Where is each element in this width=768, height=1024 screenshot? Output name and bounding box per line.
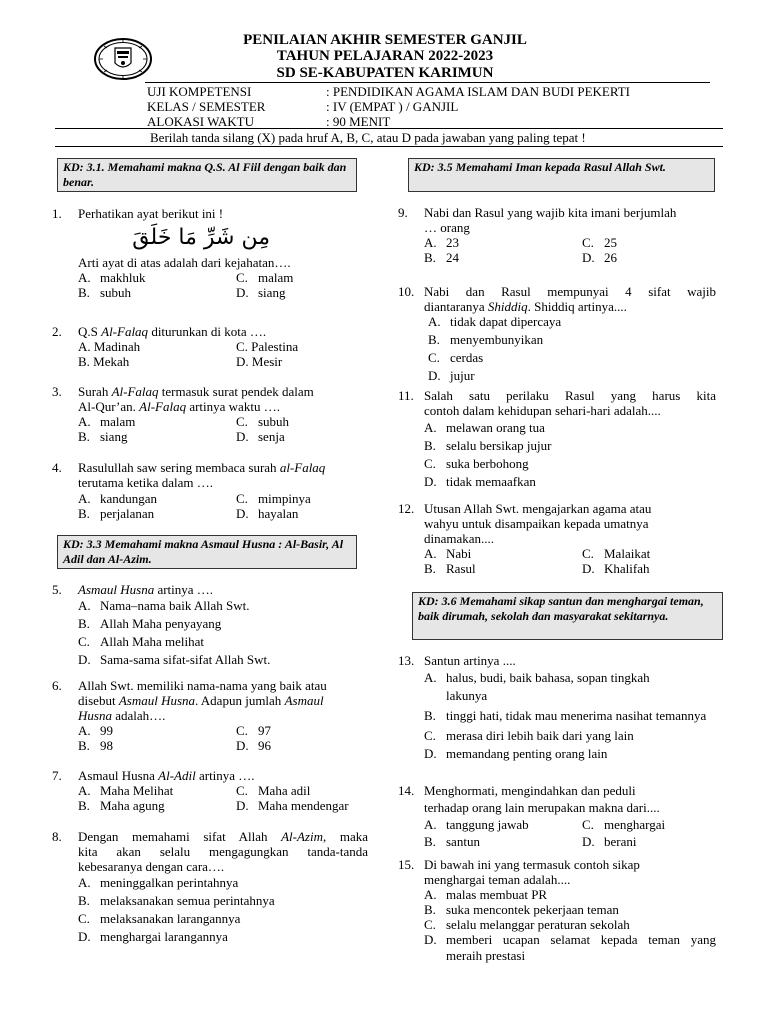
option-a[interactable]: A. kandungan	[78, 491, 158, 506]
kd-3-1-box: KD: 3.1. Memahami makna Q.S. Al Fiil dengan baik dan benar.	[57, 158, 357, 192]
option-c[interactable]: C. subuh	[236, 414, 290, 429]
kd-3-3-box: KD: 3.3 Memahami makna Asmaul Husna : Al-Basir, Al Adil dan Al-Azim.	[57, 535, 357, 569]
option-d[interactable]: D. hayalan	[236, 506, 299, 521]
option-c[interactable]: C. cerdas	[428, 350, 484, 365]
question-number: 10.	[398, 284, 415, 299]
question-number: 15.	[398, 857, 415, 872]
title-line-1: PENILAIAN AKHIR SEMESTER GANJIL	[243, 32, 527, 48]
question-9: 9. Nabi dan Rasul yang wajib kita imani berjumlah … orang A. 23 C. 25 B. 24 D. 26	[398, 205, 716, 265]
header-rule-mid	[55, 128, 723, 129]
info-label-time: ALOKASI WAKTU	[147, 114, 255, 129]
question-text: Arti ayat di atas adalah dari kejahatan….	[78, 255, 291, 270]
question-1	[52, 206, 372, 300]
question-number: 7.	[52, 768, 62, 783]
option-a[interactable]: A. Madinah	[78, 339, 141, 354]
question-8: 8. Dengan memahami sifat Allah Al-Azim, maka kita akan selalu mengagungkan tanda-tanda kebesaranya dengan cara…. A. meninggalkan perintahnya B. melaksanakan semua perintahnya C. melaksanakan larangannya D. menghargai larangannya	[52, 829, 368, 944]
option-b[interactable]: B. Allah Maha penyayang	[78, 616, 222, 631]
option-d[interactable]: D. senja	[236, 429, 285, 444]
question-number: 2.	[52, 324, 62, 339]
option-d[interactable]: D. Maha mendengar	[236, 798, 349, 813]
option-b[interactable]: B. perjalanan	[78, 506, 155, 521]
question-number: 6.	[52, 678, 62, 693]
option-b[interactable]: B. tinggi hati, tidak mau menerima nasihat temannya	[424, 708, 707, 723]
question-3: 3. Surah Al-Falaq termasuk surat pendek dalam Al-Qur’an. Al-Falaq artinya waktu …. A. malam C. subuh B. siang D. senja	[52, 384, 372, 444]
option-d[interactable]: D. 26	[582, 250, 617, 265]
option-d[interactable]: D. 96	[236, 738, 271, 753]
option-d[interactable]: D. memandang penting orang lain	[424, 746, 608, 761]
question-number: 9.	[398, 205, 408, 220]
option-a[interactable]: A. meninggalkan perintahnya	[78, 875, 239, 890]
option-b[interactable]: B. selalu bersikap jujur	[424, 438, 552, 453]
option-c[interactable]: C. 97	[236, 723, 271, 738]
question-6: 6. Allah Swt. memiliki nama-nama yang baik atau disebut Asmaul Husna. Adapun jumlah Asmaul Husna adalah…. A. 99 C. 97 B. 98 D. 96	[52, 678, 372, 753]
header-rule-bottom	[55, 146, 723, 147]
option-a[interactable]: A. Maha Melihat	[78, 783, 174, 798]
question-11: 11. Salah satu perilaku Rasul yang harus kita contoh dalam kehidupan sehari-hari adalah.... A. melawan orang tua B. selalu bersikap jujur C. suka berbohong D. tidak memaafkan	[398, 388, 716, 489]
option-c[interactable]: C. malam	[236, 270, 294, 285]
option-c[interactable]: C. Maha adil	[236, 783, 311, 798]
option-d[interactable]: D. Khalifah	[582, 561, 650, 576]
option-a[interactable]: A. makhluk	[78, 270, 146, 285]
instruction-text: Berilah tanda silang (X) pada hruf A, B, C, atau D pada jawaban yang paling tepat !	[150, 130, 586, 145]
option-b[interactable]: B. suka mencontek pekerjaan teman	[424, 902, 619, 917]
question-14: 14. Menghormati, mengindahkan dan peduli terhadap orang lain merupakan makna dari.... A. tanggung jawab C. menghargai B. santun D. berani	[398, 782, 716, 850]
option-d[interactable]: D. memberi ucapan selamat kepada teman yang meraih prestasi	[424, 932, 716, 963]
info-value-time: : 90 MENIT	[326, 114, 391, 129]
district-logo	[92, 36, 154, 82]
question-4: 4. Rasulullah saw sering membaca surah al-Falaq terutama ketika dalam …. A. kandungan C. mimpinya B. perjalanan D. hayalan	[52, 460, 372, 521]
option-b[interactable]: B. santun	[424, 834, 480, 849]
question-number: 13.	[398, 653, 415, 668]
option-d[interactable]: D. Sama-sama sifat-sifat Allah Swt.	[78, 652, 271, 667]
option-a[interactable]: A. malam	[78, 414, 136, 429]
arabic-verse: مِن شَرِّ مَا خَلَقَ	[132, 225, 270, 250]
info-label-subject: UJI KOMPETENSI	[147, 84, 252, 99]
option-b[interactable]: B. menyembunyikan	[428, 332, 544, 347]
option-a[interactable]: A. malas membuat PR	[424, 887, 548, 902]
option-c[interactable]: C. mimpinya	[236, 491, 311, 506]
option-a[interactable]: A. tanggung jawab	[424, 817, 529, 832]
option-b[interactable]: B. Mekah	[78, 354, 130, 369]
option-c[interactable]: C. melaksanakan larangannya	[78, 911, 241, 926]
option-c[interactable]: C. menghargai	[582, 817, 666, 832]
kd-3-5-box: KD: 3.5 Memahami Iman kepada Rasul Allah Swt.	[408, 158, 715, 192]
option-b[interactable]: B. melaksanakan semua perintahnya	[78, 893, 275, 908]
question-number: 14.	[398, 783, 415, 798]
option-d[interactable]: D. menghargai larangannya	[78, 929, 228, 944]
option-c[interactable]: C. suka berbohong	[424, 456, 529, 471]
question-2: 2. Q.S Al-Falaq diturunkan di kota …. A. Madinah C. Palestina B. Mekah D. Mesir	[52, 324, 372, 369]
option-b[interactable]: B. subuh	[78, 285, 132, 300]
option-b[interactable]: B. Rasul	[424, 561, 476, 576]
option-d[interactable]: D. Mesir	[236, 354, 283, 369]
question-number: 12.	[398, 501, 415, 516]
question-5: 5. Asmaul Husna artinya …. A. Nama–nama baik Allah Swt. B. Allah Maha penyayang C. Allah Maha melihat D. Sama-sama sifat-sifat Allah Swt.	[52, 582, 372, 670]
option-d[interactable]: D. jujur	[428, 368, 475, 383]
question-7: 7. Asmaul Husna Al-Adil artinya …. A. Maha Melihat C. Maha adil B. Maha agung D. Maha mendengar	[52, 768, 372, 813]
option-d[interactable]: D. tidak memaafkan	[424, 474, 536, 489]
question-number: 8.	[52, 829, 62, 844]
option-c[interactable]: C. 25	[582, 235, 617, 250]
option-a[interactable]: A. Nabi	[424, 546, 472, 561]
option-a[interactable]: A. 99	[78, 723, 113, 738]
question-15: 15. Di bawah ini yang termasuk contoh sikap menghargai teman adalah.... A. malas membuat PR B. suka mencontek pekerjaan teman C. selalu melanggar peraturan sekolah D. memberi ucapan selamat kepada teman yang meraih prestasi	[398, 857, 716, 963]
option-d[interactable]: D. berani	[582, 834, 637, 849]
question-13: 13. Santun artinya .... A. halus, budi, baik bahasa, sopan tingkah lakunya B. tinggi hati, tidak mau menerima nasihat temannya C. merasa diri lebih baik dari yang lain D. memandang penting orang lain	[398, 653, 716, 763]
question-10: 10. Nabi dan Rasul mempunyai 4 sifat wajib diantaranya Shiddiq. Shiddiq artinya.... A. tidak dapat dipercaya B. menyembunyikan C. cerdas D. jujur	[398, 284, 716, 383]
option-d[interactable]: D. siang	[236, 285, 286, 300]
question-number: 1.	[52, 206, 62, 221]
info-value-subject: : PENDIDIKAN AGAMA ISLAM DAN BUDI PEKERTI	[326, 84, 630, 99]
question-12: 12. Utusan Allah Swt. mengajarkan agama atau wahyu untuk disampaikan kepada umatnya dinamakan.... A. Nabi C. Malaikat B. Rasul D. Khalifah	[398, 501, 716, 576]
option-a[interactable]: A. Nama–nama baik Allah Swt.	[78, 598, 250, 613]
option-a[interactable]: A. tidak dapat dipercaya	[428, 314, 562, 329]
kd-3-6-box: KD: 3.6 Memahami sikap santun dan menghargai teman, baik dirumah, sekolah dan masyarakat sekitarnya.	[412, 592, 723, 640]
option-a[interactable]: A. halus, budi, baik bahasa, sopan tingkah lakunya	[424, 670, 650, 703]
title-line-3: SD SE-KABUPATEN KARIMUN	[276, 65, 494, 81]
option-c[interactable]: C. Allah Maha melihat	[78, 634, 204, 649]
question-number: 5.	[52, 582, 62, 597]
option-b[interactable]: B. 98	[78, 738, 113, 753]
option-b[interactable]: B. 24	[424, 250, 459, 265]
option-c[interactable]: C. Palestina	[236, 339, 299, 354]
question-number: 3.	[52, 384, 62, 399]
question-text: Perhatikan ayat berikut ini !	[78, 206, 224, 221]
question-number: 11.	[398, 388, 414, 403]
option-c[interactable]: C. merasa diri lebih baik dari yang lain	[424, 728, 634, 743]
option-b[interactable]: B. siang	[78, 429, 128, 444]
option-c[interactable]: C. Malaikat	[582, 546, 651, 561]
option-c[interactable]: C. selalu melanggar peraturan sekolah	[424, 917, 630, 932]
header-rule-top	[145, 82, 710, 83]
option-a[interactable]: A. melawan orang tua	[424, 420, 545, 435]
title-line-2: TAHUN PELAJARAN 2022-2023	[276, 48, 494, 64]
info-label-class: KELAS / SEMESTER	[147, 99, 266, 114]
info-value-class: : IV (EMPAT ) / GANJIL	[326, 99, 459, 114]
option-a[interactable]: A. 23	[424, 235, 459, 250]
question-number: 4.	[52, 460, 62, 475]
option-b[interactable]: B. Maha agung	[78, 798, 165, 813]
